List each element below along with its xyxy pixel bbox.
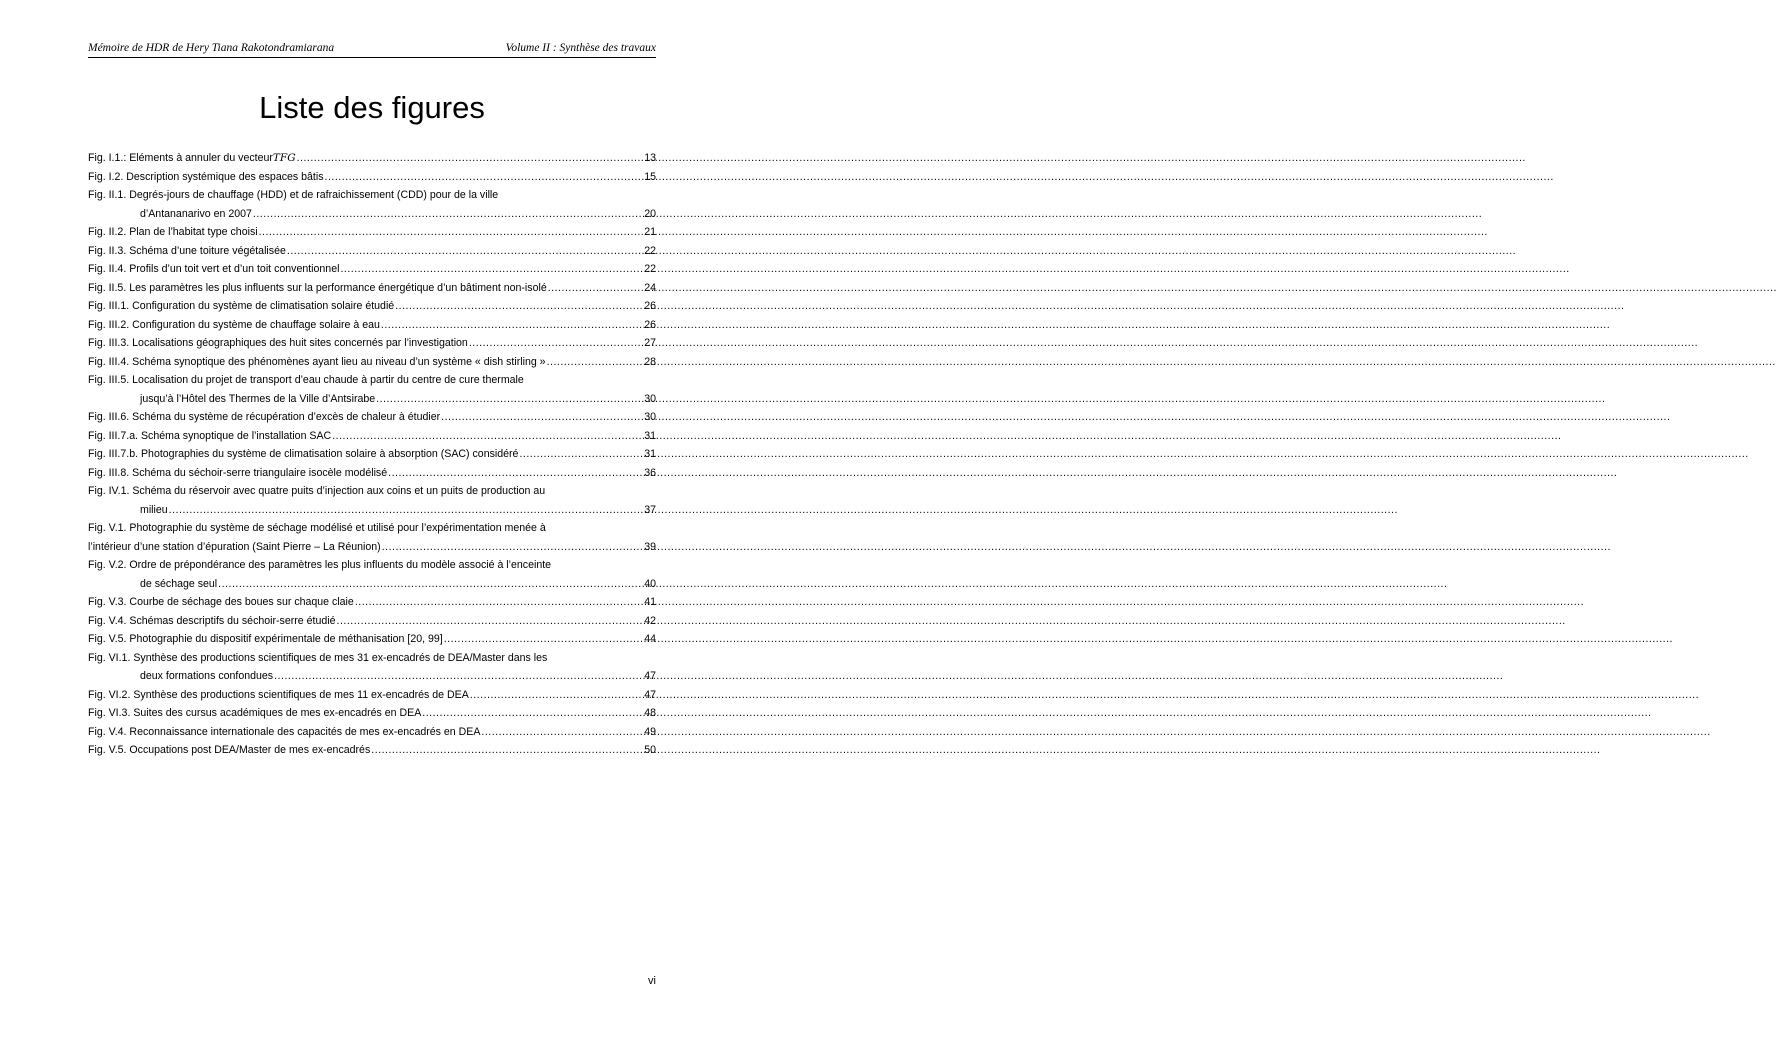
dot-leader [253, 205, 642, 224]
toc-entry-title: Fig. III.3. Localisations géographiques des huit sites concernés par l’investigation [88, 337, 468, 349]
toc-entry-page: 27 [644, 337, 656, 349]
toc-entry-page: 31 [644, 429, 656, 442]
dot-leader [388, 464, 642, 483]
toc-entry-page: 39 [644, 540, 656, 553]
toc-entry-page: 22 [644, 244, 656, 257]
dot-leader [169, 501, 643, 520]
toc-entry[interactable] [88, 519, 656, 556]
header-author: Mémoire de HDR de Hery Tiana Rakotondramiarana [88, 42, 335, 54]
toc-entry-title: Fig. III.8. Schéma du séchoir-serre triangulaire isocèle modélisé [88, 466, 388, 479]
toc-entry[interactable] [88, 649, 656, 686]
page-title: Liste des figures [259, 90, 485, 125]
toc-entry-page: 31 [644, 448, 656, 460]
toc-entry[interactable] [88, 556, 656, 593]
dot-leader [355, 593, 642, 612]
running-header [88, 40, 656, 58]
toc-entry[interactable] [88, 408, 656, 427]
toc-entry-page: 50 [644, 744, 656, 756]
toc-entry[interactable] [88, 630, 656, 649]
dot-leader [371, 741, 642, 760]
dot-leader [287, 242, 642, 261]
toc-entry-title: jusqu’à l’Hôtel des Thermes de la Ville d’Antsirabe [140, 392, 376, 405]
toc-entry[interactable] [88, 741, 656, 760]
toc-entry-first-line: Fig. II.1. Degrés-jours de chauffage (HDD) et de rafraichissement (CDD) pour de la ville [88, 189, 499, 201]
toc-entry-page: 26 [644, 318, 656, 331]
toc-entry-first-line: Fig. VI.1. Synthèse des productions scientifiques de mes 31 ex-encadrés de DEA/Master dans les [88, 651, 548, 664]
toc-entry-page: 20 [644, 207, 656, 220]
toc-entry-page: 37 [644, 503, 656, 516]
toc-entry-title: d’Antananarivo en 2007 [140, 207, 252, 220]
toc-entry[interactable] [88, 427, 656, 446]
dot-leader [481, 723, 642, 742]
toc-entry-first-line: Fig. V.1. Photographie du système de séchage modélisé et utilisé pour l’expérimentation menée à [88, 522, 546, 534]
toc-entry[interactable] [88, 482, 656, 519]
toc-entry-title: Fig. III.1. Configuration du système de climatisation solaire étudié [88, 300, 395, 312]
toc-entry[interactable] [88, 353, 656, 372]
toc-entry[interactable] [88, 334, 656, 353]
toc-entry[interactable] [88, 464, 656, 483]
dot-leader [519, 445, 642, 464]
toc-entry-page: 24 [644, 281, 656, 294]
toc-entry[interactable] [88, 723, 656, 742]
toc-entry[interactable] [88, 168, 656, 187]
dot-leader [297, 149, 643, 168]
toc-entry-first-line: Fig. IV.1. Schéma du réservoir avec quatre puits d’injection aux coins et un puits de production au [88, 485, 546, 497]
toc-entry-title: Fig. V.4. Reconnaissance internationale des capacités de mes ex-encadrés en DEA [88, 725, 481, 738]
toc-entry-page: 48 [644, 707, 656, 719]
toc-entry-title: Fig. I.1.: Eléments à annuler du vecteur [88, 152, 273, 164]
toc-entry-title: milieu [140, 503, 168, 516]
toc-entry-page: 47 [644, 670, 656, 682]
toc-entry-page: 40 [644, 577, 656, 590]
toc-entry-title: Fig. III.2. Configuration du système de chauffage solaire à eau [88, 318, 380, 331]
toc-entry[interactable] [88, 186, 656, 223]
toc-entry[interactable] [88, 260, 656, 279]
dot-leader [325, 168, 643, 187]
toc-entry-title: Fig. II.4. Profils d’un toit vert et d’un toit conventionnel [88, 263, 340, 275]
toc-entry-title: Fig. III.4. Schéma synoptique des phénomènes ayant lieu au niveau d’un système « dish stirling » [88, 355, 546, 368]
toc-entry-page: 30 [644, 411, 656, 423]
toc-entry-page: 15 [644, 170, 656, 183]
toc-entry-title: Fig. II.5. Les paramètres les plus influents sur la performance énergétique d’un bâtiment non-isolé [88, 281, 547, 294]
dot-leader [259, 223, 643, 242]
toc-entry[interactable] [88, 445, 656, 464]
dot-leader [547, 353, 643, 372]
toc-entry[interactable] [88, 704, 656, 723]
toc-entry-title: Fig. VI.2. Synthèse des productions scientifiques de mes 11 ex-encadrés de DEA [88, 688, 469, 701]
toc-entry[interactable] [88, 316, 656, 335]
toc-entry-title: Fig. I.2. Description systémique des espaces bâtis [88, 170, 324, 183]
toc-entry[interactable] [88, 149, 656, 168]
toc-entry-title: Fig. II.2. Plan de l’habitat type choisi [88, 226, 258, 238]
toc-entry-page: 22 [644, 263, 656, 275]
toc-entry[interactable] [88, 297, 656, 316]
dot-leader [395, 297, 642, 316]
dot-leader [548, 279, 642, 298]
toc-entry[interactable] [88, 686, 656, 705]
dot-leader [337, 612, 643, 631]
header-volume: Volume II : Synthèse des travaux [505, 42, 656, 54]
dot-leader [274, 667, 642, 686]
toc-entry-title: Fig. II.3. Schéma d’une toiture végétalisée [88, 244, 286, 257]
toc-entry-page: 28 [644, 355, 656, 368]
dot-leader [441, 408, 642, 427]
toc-entry-title: Fig. V.5. Occupations post DEA/Master de mes ex-encadrés [88, 744, 371, 756]
toc-entry[interactable] [88, 612, 656, 631]
dot-leader [332, 427, 642, 446]
toc-entry-page: 42 [644, 614, 656, 627]
toc-entry-title: l’intérieur d’une station d’épuration (Saint Pierre – La Réunion) [88, 540, 381, 553]
toc-entry-page: 13 [644, 152, 656, 164]
toc-entry[interactable] [88, 371, 656, 408]
dot-leader [218, 575, 642, 594]
dot-leader [422, 704, 642, 723]
toc-entry-first-line: Fig. III.5. Localisation du projet de transport d’eau chaude à partir du centre de cure thermale [88, 374, 524, 386]
toc-entry-math: TFG [272, 152, 296, 164]
dot-leader [382, 538, 643, 557]
toc-entry[interactable] [88, 242, 656, 261]
dot-leader [469, 334, 642, 353]
dot-leader [340, 260, 642, 279]
dot-leader [444, 630, 642, 649]
page-number: vi [648, 975, 656, 987]
toc-entry-title: Fig. V.4. Schémas descriptifs du séchoir-serre étudié [88, 614, 336, 627]
toc-entry-page: 30 [644, 392, 656, 405]
toc-entry[interactable] [88, 593, 656, 612]
toc-entry-title: de séchage seul [140, 577, 218, 590]
dot-leader [470, 686, 642, 705]
toc-entry-title: Fig. III.6. Schéma du système de récupération d’excès de chaleur à étudier [88, 411, 441, 423]
toc-entry-page: 49 [644, 725, 656, 738]
toc-entry-page: 47 [644, 688, 656, 701]
toc-entry-title: Fig. V.3. Courbe de séchage des boues sur chaque claie [88, 596, 354, 608]
figure-list [88, 149, 656, 760]
toc-entry-page: 44 [644, 633, 656, 645]
toc-entry[interactable] [88, 279, 656, 298]
toc-entry[interactable] [88, 223, 656, 242]
toc-entry-title: Fig. V.5. Photographie du dispositif expérimentale de méthanisation [20, 99] [88, 633, 443, 645]
dot-leader [381, 316, 642, 335]
toc-entry-title: Fig. III.7.a. Schéma synoptique de l’installation SAC [88, 429, 332, 442]
toc-entry-page: 36 [644, 466, 656, 479]
toc-entry-page: 21 [644, 226, 656, 238]
toc-entry-title: Fig. VI.3. Suites des cursus académiques de mes ex-encadrés en DEA [88, 707, 422, 719]
toc-entry-title: Fig. III.7.b. Photographies du système de climatisation solaire à absorption (SAC) considéré [88, 448, 519, 460]
toc-entry-title: deux formations confondues [140, 670, 274, 682]
toc-entry-first-line: Fig. V.2. Ordre de prépondérance des paramètres les plus influents du modèle associé à l’enceinte [88, 559, 552, 571]
toc-entry-page: 26 [644, 300, 656, 312]
toc-entry-page: 41 [644, 596, 656, 608]
dot-leader [376, 390, 642, 409]
